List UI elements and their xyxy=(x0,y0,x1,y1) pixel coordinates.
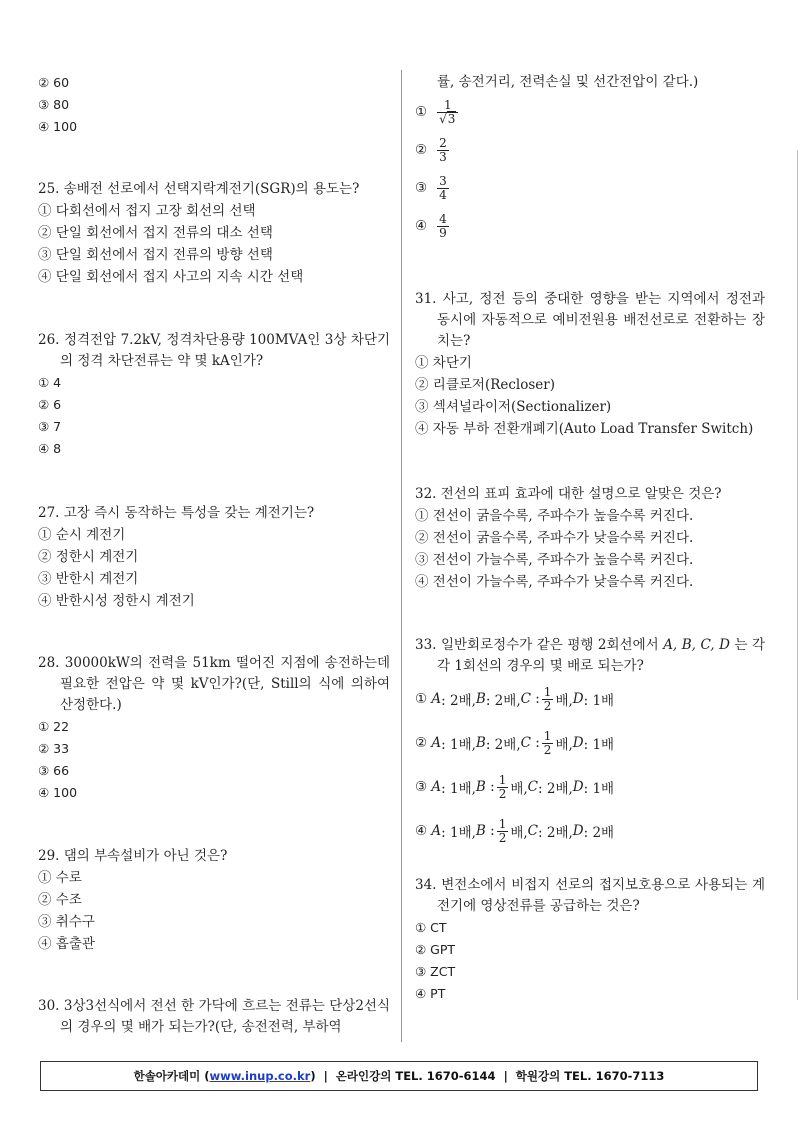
question-25 xyxy=(38,179,390,288)
footer-offline-phone: 학원강의 TEL. 1670-7113 xyxy=(515,1069,665,1083)
option: ④ PT xyxy=(415,986,446,1001)
option: ② A : 1배, B : 2배, C : $\frac{1}{2}$ 배, D : 1배 xyxy=(415,728,615,757)
option xyxy=(415,93,765,131)
option: ② 단일 회선에서 접지 전류의 대소 선택 xyxy=(38,225,273,241)
val-c: : 2배, xyxy=(538,781,573,797)
sqrt-radicand: 3 xyxy=(447,111,456,126)
option: ① A : 2배, B : 2배, C : $\frac{1}{2}$ 배, D : 1배 xyxy=(415,684,615,713)
stem-text: 는 각각 1회선의 경우의 몇 배로 되는가? xyxy=(437,637,765,674)
option: ① 다회선에서 접지 고장 회선의 선택 xyxy=(38,203,256,219)
fraction-numerator: 1 xyxy=(498,816,507,831)
val-a: : 2배, xyxy=(441,693,476,709)
option xyxy=(415,207,765,245)
val-a: : 1배, xyxy=(441,825,476,841)
q24-tail xyxy=(38,72,390,138)
option: ② GPT xyxy=(415,942,456,957)
option-mark: ② xyxy=(415,735,428,751)
question-31 xyxy=(415,289,765,440)
fraction-numerator: 2 xyxy=(439,135,447,150)
option: ③ ZCT xyxy=(415,964,456,979)
page-edge-line xyxy=(797,150,798,1000)
fraction-denominator: 2 xyxy=(543,742,552,757)
var-b: B xyxy=(475,823,486,839)
val-c: : 2배, xyxy=(538,825,573,841)
option: ④ 전선이 가늘수록, 주파수가 낮을수록 커진다. xyxy=(415,574,694,590)
var-a: A xyxy=(431,735,442,751)
var-d: D xyxy=(572,691,584,707)
column-divider xyxy=(401,70,402,1042)
option: ① CT xyxy=(415,920,447,935)
question-stem xyxy=(415,635,765,677)
option: ③ 단일 회선에서 접지 전류의 방향 선택 xyxy=(38,247,273,263)
fraction xyxy=(542,730,554,757)
question-stem: 32. 전선의 표피 효과에 대한 설명으로 알맞은 것은? xyxy=(415,486,722,502)
var-a: A xyxy=(431,779,442,795)
question-stem: 34. 변전소에서 비접지 선로의 접지보호용으로 사용되는 계전기에 영상전류를 공급하는 것은? xyxy=(415,877,765,914)
option: ② 전선이 굵을수록, 주파수가 낮을수록 커진다. xyxy=(415,530,694,546)
val-d: : 2배 xyxy=(583,825,615,841)
fraction xyxy=(497,818,509,845)
stem-text: 33. 일반회로정수가 같은 평행 2회선에서 xyxy=(415,637,664,653)
question-29 xyxy=(38,846,390,955)
var-a: A xyxy=(431,691,442,707)
footer-separator: | xyxy=(503,1069,508,1083)
var-b: B xyxy=(475,779,486,795)
fraction xyxy=(497,774,509,801)
fraction-numerator: 1 xyxy=(498,772,507,787)
fraction xyxy=(542,686,554,713)
fraction-numerator: 1 xyxy=(543,728,552,743)
option: ③ 반한시 계전기 xyxy=(38,571,139,587)
val-b: : 2배, xyxy=(485,737,521,753)
option: ③ 66 xyxy=(38,763,70,778)
option: ④ 단일 회선에서 접지 사고의 지속 시간 선택 xyxy=(38,269,304,285)
var-c: C xyxy=(520,735,531,751)
option: ① 4 xyxy=(38,375,62,390)
option: ③ 전선이 가늘수록, 주파수가 높을수록 커진다. xyxy=(415,552,694,568)
val-b: 배, xyxy=(510,781,528,797)
question-32 xyxy=(415,484,765,593)
question-30-continued xyxy=(415,72,765,245)
fraction-numerator: 1 xyxy=(543,684,552,699)
option: ③ 취수구 xyxy=(38,914,95,930)
option: ④ 흡출관 xyxy=(38,936,95,952)
option: ③ A : 1배, B : $\frac{1}{2}$ 배, C : 2배, D : 1배 xyxy=(415,772,615,801)
option: ③ 섹셔널라이저(Sectionalizer) xyxy=(415,399,612,415)
footer-website-link[interactable]: www.inup.co.kr xyxy=(209,1069,311,1083)
option: ② 60 xyxy=(38,75,70,90)
fraction xyxy=(437,213,449,240)
option-mark: ② xyxy=(415,142,428,158)
question-30 xyxy=(38,996,390,1038)
option: ② 33 xyxy=(38,741,70,756)
option: ① 수로 xyxy=(38,870,82,886)
val-b: : 2배, xyxy=(485,693,521,709)
question-stem: 28. 30000kW의 전력을 51km 떨어진 지점에 송전하는데 필요한 전압은 약 몇 kV인가?(단, Still의 식에 의하여 산정한다.) xyxy=(38,655,390,713)
var-d: D xyxy=(572,779,584,795)
option: ③ 80 xyxy=(38,97,70,112)
option: ④ 자동 부하 전환개폐기(Auto Load Transfer Switch) xyxy=(415,421,754,437)
var-c: C xyxy=(520,691,531,707)
option-mark: ③ xyxy=(415,779,428,795)
var-c: C xyxy=(527,823,539,839)
question-stem: 30. 3상3선식에서 전선 한 가닥에 흐르는 전류는 단상2선식의 경우의 몇 배가 되는가?(단, 송전전력, 부하역 xyxy=(38,998,390,1035)
question-stem: 31. 사고, 정전 등의 중대한 영향을 받는 지역에서 정전과 동시에 자동적으로 예비전원용 배전선로로 전환하는 장치는? xyxy=(415,291,765,349)
option: ④ 100 xyxy=(38,785,78,800)
val-c: 배, xyxy=(555,737,573,753)
var-c: C xyxy=(527,779,539,795)
footer-brand: 한솔아카데미 ( xyxy=(133,1069,210,1083)
fraction-numerator: 3 xyxy=(439,173,447,188)
footer-separator: | xyxy=(323,1069,328,1083)
fraction-denominator: 9 xyxy=(439,225,447,240)
val-d: : 1배 xyxy=(583,737,615,753)
var-d: D xyxy=(572,735,584,751)
var-b: B xyxy=(475,691,486,707)
option: ② 리클로저(Recloser) xyxy=(415,377,556,393)
option: ④ 100 xyxy=(38,119,78,134)
option: ① 전선이 굵을수록, 주파수가 높을수록 커진다. xyxy=(415,508,694,524)
question-stem: 27. 고장 즉시 동작하는 특성을 갖는 계전기는? xyxy=(38,505,315,521)
fraction-denominator: 2 xyxy=(498,786,507,801)
question-stem: 25. 송배전 선로에서 선택지락계전기(SGR)의 용도는? xyxy=(38,181,360,197)
fraction-numerator: 1 xyxy=(437,99,458,113)
option-mark: ③ xyxy=(415,180,428,196)
footer-online-phone: 온라인강의 TEL. 1670-6144 xyxy=(335,1069,496,1083)
footer-brand-close: ) xyxy=(310,1069,316,1083)
val-a: : 1배, xyxy=(441,781,476,797)
question-stem: 29. 댐의 부속설비가 아닌 것은? xyxy=(38,848,228,864)
question-stem: 26. 정격전압 7.2kV, 정격차단용량 100MVA인 3상 차단기의 정격 차단전류는 약 몇 kA인가? xyxy=(38,332,390,369)
option: ① 순시 계전기 xyxy=(38,527,126,543)
fraction-denominator: 4 xyxy=(439,187,447,202)
fraction xyxy=(437,99,458,126)
footer-bar xyxy=(40,1061,758,1091)
option-mark: ① xyxy=(415,691,428,707)
option: ① 22 xyxy=(38,719,70,734)
option: ② 6 xyxy=(38,397,62,412)
option xyxy=(415,169,765,207)
option: ② 정한시 계전기 xyxy=(38,549,139,565)
question-33 xyxy=(415,635,765,853)
option: ④ 반한시성 정한시 계전기 xyxy=(38,593,195,609)
option: ④ 8 xyxy=(38,441,62,456)
val-d: : 1배 xyxy=(583,693,615,709)
var-a: A xyxy=(431,823,442,839)
option-mark: ④ xyxy=(415,218,428,234)
question-stem-continued: 률, 송전거리, 전력손실 및 선간전압이 같다.) xyxy=(437,74,699,90)
fraction-numerator: 4 xyxy=(439,211,447,226)
fraction xyxy=(437,175,449,202)
stem-variables: A, B, C, D xyxy=(663,637,730,653)
question-28 xyxy=(38,653,390,804)
var-d: D xyxy=(572,823,584,839)
option: ① 차단기 xyxy=(415,355,472,371)
option: ② 수조 xyxy=(38,892,82,908)
fraction-denominator: 3 xyxy=(439,149,447,164)
val-b: 배, xyxy=(510,825,528,841)
fraction-denominator: 2 xyxy=(498,830,507,845)
fraction-denominator: 2 xyxy=(543,698,552,713)
question-26 xyxy=(38,330,390,460)
val-a: : 1배, xyxy=(441,737,476,753)
option: ③ 7 xyxy=(38,419,62,434)
val-d: : 1배 xyxy=(583,781,615,797)
fraction-denominator: √3 xyxy=(439,111,456,126)
option-mark: ① xyxy=(415,104,428,120)
option-mark: ④ xyxy=(415,823,428,839)
var-b: B xyxy=(475,735,486,751)
question-34 xyxy=(415,875,765,1005)
option xyxy=(415,131,765,169)
option: ④ A : 1배, B : $\frac{1}{2}$ 배, C : 2배, D : 2배 xyxy=(415,816,615,845)
val-c: 배, xyxy=(555,693,573,709)
fraction xyxy=(437,137,449,164)
question-27 xyxy=(38,503,390,612)
